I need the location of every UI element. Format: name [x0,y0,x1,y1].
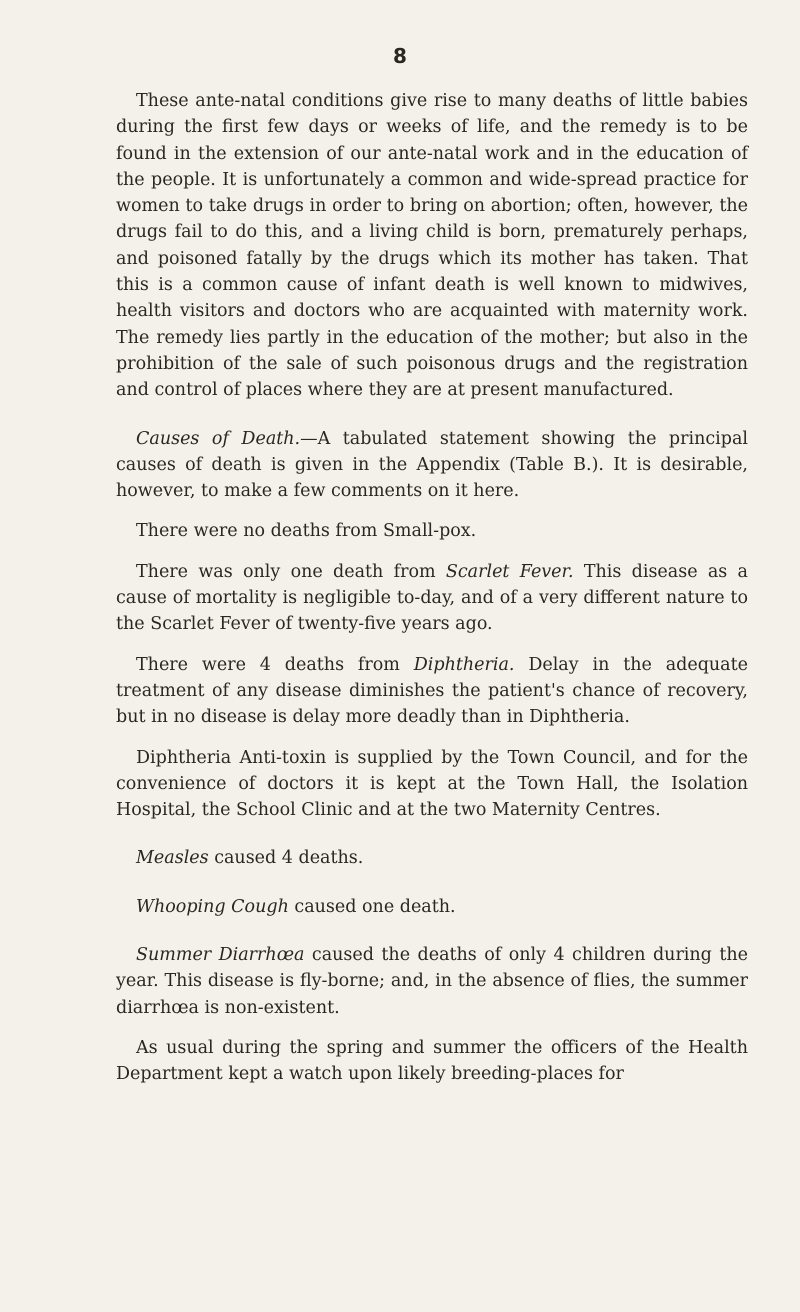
paragraph-antenatal: These ante-natal conditions give rise to many deaths of little babies during the first few days or weeks of life, and the remedy is to be found in the extension of our ante-natal work and in the education of the people. It is unfortunately a common and wide-spread practice for women to take drugs in order to bring on abortion; often, however, the drugs fail to do this, and a living child is born, prematurely perhaps, and poisoned fatally by the drugs which its mother has taken. That this is a common cause of infant death is well known to midwives, health visitors and doctors who are acquainted with maternity work. The remedy lies partly in the education of the mother; but also in the prohibition of the sale of such poisonous drugs and the registration and control of places where they are at present manufactured. [116,91,748,401]
scarlet-fever-post: This disease as a cause of mortality is negligible to-day, and of a very different nature to the Scarlet Fever of twenty-five years ago. [116,561,748,635]
page-number: 8 [393,44,407,68]
body-text [116,88,748,1102]
causes-of-death-text: —A tabulated statement showing the principal causes of death is given in the Appendix (Table B.). It is desirable, however, to make a few comments on it here. [116,428,748,502]
diphtheria-term: Diphtheria. [413,654,515,675]
paragraph-causes-of-death [116,426,748,505]
paragraph-antitoxin: Diphtheria Anti-toxin is supplied by the Town Council, and for the convenience of doctors it is kept at the Town Hall, the Isolation Hospital, the School Clinic and at the two Maternity Centres. [116,747,748,821]
whooping-cough-term: Whooping Cough [136,896,289,917]
measles-term: Measles [136,848,209,869]
paragraph-diphtheria [116,652,748,731]
paragraph-smallpox: There were no deaths from Small-pox. [136,521,477,542]
paragraph-whooping-cough [116,894,748,920]
paragraph-measles [116,845,748,871]
paragraph-summer-diarrhoea [116,942,748,1021]
summer-diarrhoea-term: Summer Diarrhœa [136,945,305,966]
scarlet-fever-pre: There was only one death from [136,561,446,582]
paragraph-health-department: As usual during the spring and summer the officers of the Health Department kept a watch upon likely breeding-places for [116,1037,748,1085]
whooping-cough-post: caused one death. [288,896,456,917]
summer-diarrhoea-post: caused the deaths of only 4 children during the year. This disease is fly-borne; and, in the absence of flies, the summer diarrhœa is non-existent. [116,945,748,1018]
diphtheria-post: Delay in the adequate treatment of any disease diminishes the patient's chance of recovery, but in no disease is delay more deadly than in Diphtheria. [116,654,748,728]
measles-post: caused 4 deaths. [208,848,364,869]
paragraph-scarlet-fever [116,559,748,638]
heading-causes-of-death: Causes of Death. [136,428,301,449]
diphtheria-pre: There were 4 deaths from [136,654,414,675]
scarlet-fever-term: Scarlet Fever. [445,561,574,582]
